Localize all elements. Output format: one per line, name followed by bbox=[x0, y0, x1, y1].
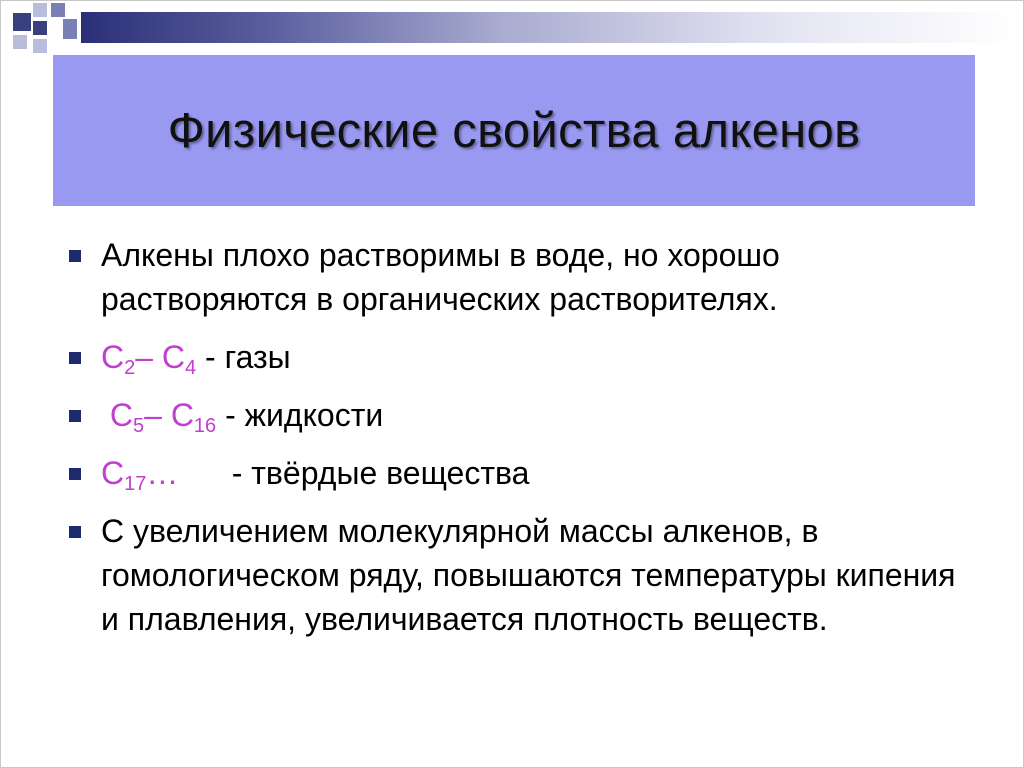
formula-dash: – bbox=[135, 339, 162, 375]
decor-square bbox=[33, 39, 47, 53]
formula-carbon: C bbox=[170, 397, 194, 433]
square-bullet-icon bbox=[69, 526, 81, 538]
decor-square bbox=[33, 21, 47, 35]
list-item bbox=[69, 335, 969, 379]
square-bullet-icon bbox=[69, 468, 81, 480]
decor-square bbox=[63, 19, 77, 39]
formula-subscript: 5 bbox=[133, 415, 145, 437]
formula-subscript: 17 bbox=[124, 473, 147, 495]
list-item bbox=[69, 451, 969, 495]
bullet-list bbox=[69, 233, 969, 655]
title-banner bbox=[53, 55, 975, 206]
decor-square bbox=[13, 13, 31, 31]
formula-carbon: C bbox=[109, 397, 133, 433]
list-item bbox=[69, 233, 969, 321]
list-item bbox=[69, 393, 969, 437]
square-bullet-icon bbox=[69, 250, 81, 262]
bullet-text: - жидкости bbox=[216, 397, 384, 433]
square-bullet-icon bbox=[69, 410, 81, 422]
formula-subscript: 4 bbox=[185, 357, 197, 379]
formula-carbon: C bbox=[101, 455, 125, 491]
square-bullet-icon bbox=[69, 352, 81, 364]
formula-dash: – bbox=[144, 397, 171, 433]
header-gradient-bar bbox=[81, 12, 1016, 43]
leading-space bbox=[101, 397, 110, 433]
decor-square bbox=[13, 35, 27, 49]
formula-carbon: C bbox=[101, 339, 125, 375]
list-item bbox=[69, 509, 969, 641]
slide-title: Физические свойства алкенов bbox=[167, 103, 861, 158]
formula-subscript: 16 bbox=[193, 415, 217, 437]
decor-square bbox=[33, 3, 47, 17]
bullet-text: - газы bbox=[196, 339, 291, 375]
decor-square bbox=[51, 3, 65, 17]
formula-ellipsis: … bbox=[146, 455, 179, 491]
bullet-text: - твёрдые вещества bbox=[178, 455, 530, 491]
formula-subscript: 2 bbox=[124, 357, 136, 379]
formula-carbon: C bbox=[161, 339, 186, 375]
bullet-text: Алкены плохо растворимы в воде, но хорошо растворяются в органических растворителях. bbox=[101, 237, 780, 317]
bullet-text: С увеличением молекулярной массы алкенов, в гомологическом ряду, повышаются температуры кипения и плавления, увеличивается плотность веществ. bbox=[101, 513, 956, 637]
